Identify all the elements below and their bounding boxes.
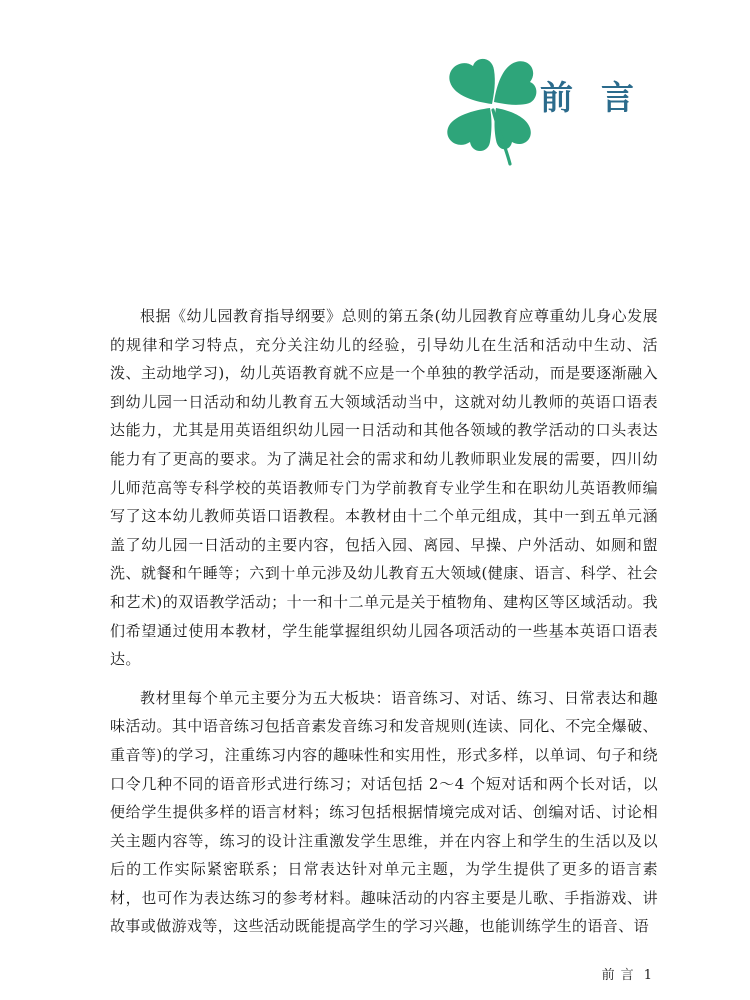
footer-label: 前言 (601, 968, 640, 983)
four-leaf-clover-icon (440, 52, 540, 167)
paragraph: 教材里每个单元主要分为五大板块：语音练习、对话、练习、日常表达和趣味活动。其中语音练习包括音素发音练习和发音规则(连读、同化、不完全爆破、重音等)的学习，注重练习内容的趣味性和实用性，形式多样，以单词、句子和绕口令几种不同的语音形式进行练习；对话包括 2～4 个短对话和两个长对话，以便给学生提供多样的语言材料；练习包括根据情境完成对话、创编对话、讨论相关主题内容等，练习的设计注重激发学生思维，并在内容上和学生的生活以及以后的工作实际紧密联系；日常表达针对单元主题，为学生提供了更多的语言素材，也可作为表达练习的参考材料。趣味活动的内容主要是儿歌、手指游戏、讲故事或做游戏等，这些活动既能提高学生的学习兴趣，也能训练学生的语音、语 (110, 688, 658, 936)
paragraph: 根据《幼儿园教育指导纲要》总则的第五条(幼儿园教育应尊重幼儿身心发展的规律和学习特点，充分关注幼儿的经验，引导幼儿在生活和活动中生动、活泼、主动地学习)，幼儿英语教育就不应是一个单独的教学活动，而是要逐渐融入到幼儿园一日活动和幼儿教育五大领域活动当中，这就对幼儿教师的英语口语表达能力，尤其是用英语组织幼儿园一日活动和其他各领域的教学活动的口头表达能力有了更高的要求。为了满足社会的需求和幼儿教师职业发展的需要，四川幼儿师范高等专科学校的英语教师专门为学前教育专业学生和在职幼儿英语教师编写了这本幼儿教师英语口语教程。本教材由十二个单元组成，其中一到五单元涵盖了幼儿园一日活动的主要内容，包括入园、离园、早操、户外活动、如厕和盥洗、就餐和午睡等；六到十单元涉及幼儿教育五大领域(健康、语言、科学、社会和艺术)的双语教学活动；十一和十二单元是关于植物角、建构区等区域活动。我们希望通过使用本教材，学生能掌握组织幼儿园各项活动的一些基本英语口语表达。 (110, 307, 658, 669)
page-number: 1 (643, 968, 652, 983)
page-footer (602, 964, 652, 983)
preface-body (110, 302, 658, 941)
chapter-header (440, 52, 680, 172)
page-title: 前言 (540, 78, 662, 117)
